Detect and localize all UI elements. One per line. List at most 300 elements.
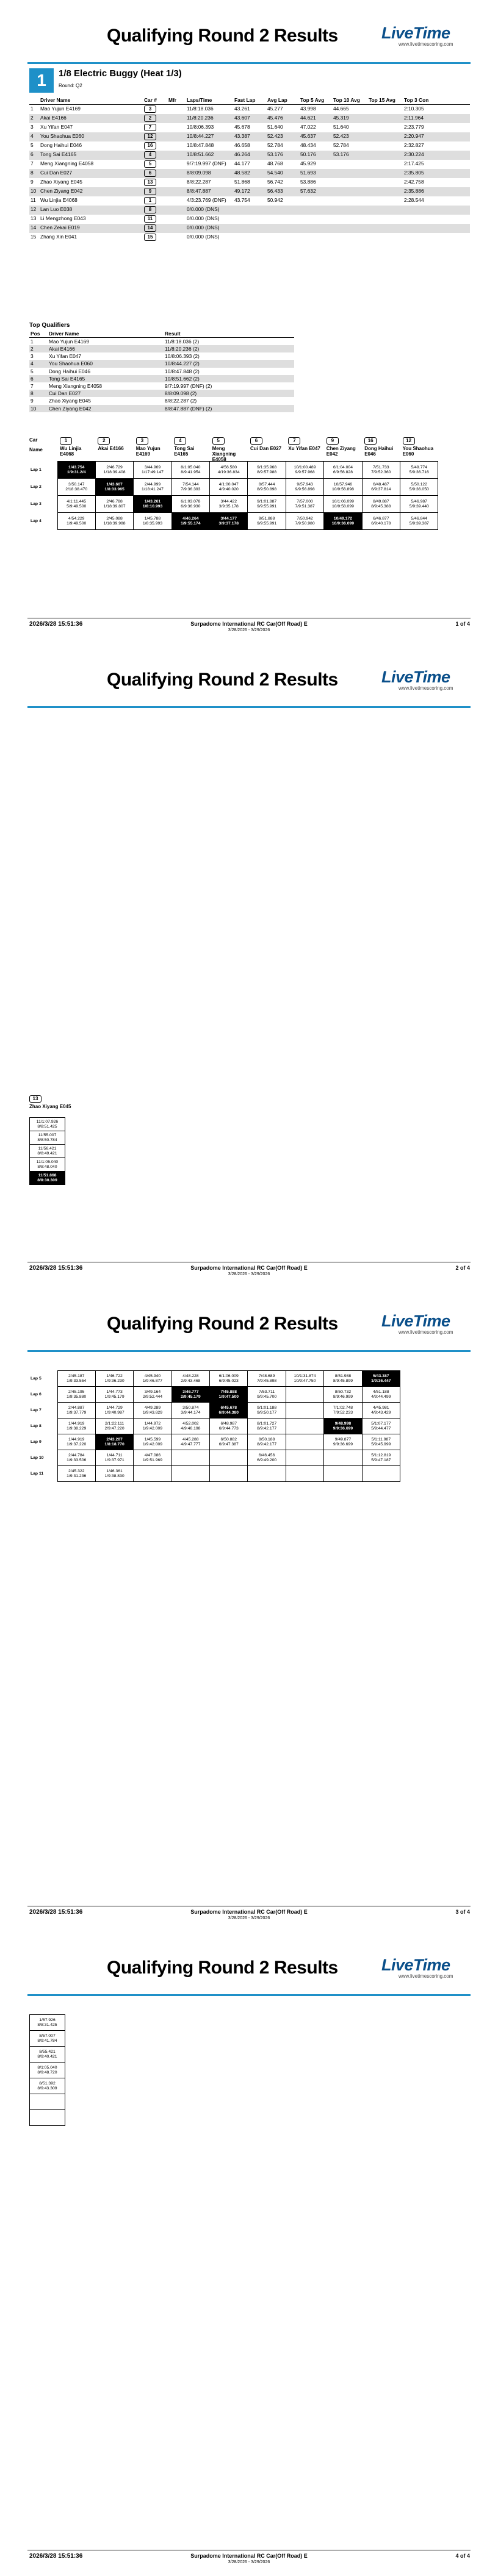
lap-row-label: Lap 7 — [31, 1408, 42, 1412]
lap-row — [29, 496, 438, 513]
lap-position-time: 10/1:00.489 — [294, 465, 316, 470]
lap-cell — [362, 1403, 400, 1419]
lap-position-time: 4/1:00.047 — [218, 482, 239, 487]
lap-position-time: 8/1:01.727 — [257, 1421, 277, 1426]
footer-venue: Surpadome International RC Car(Off Road) E — [190, 621, 308, 627]
car-number-badge: 12 — [144, 133, 156, 140]
lap-position-time: 2/45.088 — [106, 516, 123, 521]
lap-cumulative: 1/18:39.408 — [103, 470, 126, 474]
lap-row-label: Lap 4 — [31, 518, 42, 523]
lap-cell — [286, 496, 323, 513]
lap-cell — [324, 479, 362, 496]
lap-position-time: 2/1:22.111 — [105, 1421, 125, 1426]
lap-cell — [171, 1466, 209, 1482]
car-number-badge: 3 — [136, 437, 148, 445]
livetime-logo: LiveTime www.livetimescoring.com — [381, 1312, 453, 1335]
lap-cumulative: 5/9:49.500 — [67, 504, 87, 509]
lap-cell — [171, 1371, 209, 1387]
lap-cumulative: 5/9:47.187 — [371, 1458, 391, 1462]
lap-cell — [286, 1419, 323, 1434]
lap-position-time: 3/46.777 — [182, 1389, 199, 1394]
lap-driver-column — [403, 437, 438, 457]
lap-cumulative: 1/9:38.830 — [104, 1473, 125, 1478]
lap-cumulative: 1/9:40.987 — [104, 1410, 125, 1415]
lap-position-time: 1/44.773 — [106, 1389, 123, 1394]
lap-driver-name: Xu Yifan E047 — [288, 446, 320, 451]
lap-cell — [171, 1450, 209, 1466]
result-row: 7 Meng Xiangning E4058 5 9/7:19.997 (DNF) 44.177 48.768 45.929 2:17.425 — [31, 160, 424, 166]
lap-cumulative: 6/9:47.387 — [218, 1442, 239, 1447]
lap-position-time: 1/44.919 — [68, 1421, 85, 1426]
lap-cell — [210, 1466, 248, 1482]
lap-row — [30, 1118, 65, 1131]
lap-cell — [362, 1419, 400, 1434]
page-title: Qualifying Round 2 Results — [107, 1958, 338, 1978]
footer-page-number: 2 of 4 — [455, 1265, 470, 1271]
lap-position-time: 3/50.874 — [182, 1405, 199, 1410]
car-number-badge: 1 — [144, 197, 156, 204]
lap-position-time: 4/49.289 — [144, 1405, 161, 1410]
lap-cell — [286, 1387, 323, 1403]
best-lap-cell — [210, 1403, 248, 1419]
result-row: 14 Chen Zekai E019 14 0/0.000 (DNS) — [29, 224, 470, 233]
lap-driver-name: You Shaohua E060 — [402, 446, 434, 457]
lap-row — [29, 1403, 400, 1419]
lap-cell — [248, 513, 286, 530]
lap-cumulative: 1/17:49.147 — [142, 470, 164, 474]
lap-cumulative: 5/9:36.050 — [409, 487, 429, 492]
lap-cell — [286, 1403, 323, 1419]
lap-position-time: 5/43.387 — [373, 1373, 389, 1378]
page-3 — [0, 1288, 498, 1932]
lap-position-time: 8/57.444 — [258, 482, 275, 487]
lap-cell — [362, 1450, 400, 1466]
lap-row — [29, 1371, 400, 1387]
best-lap-cell: 11/51.868 8/8:30.309 — [30, 1172, 65, 1185]
lap-row-label: Lap 9 — [31, 1439, 42, 1444]
lap-position-time: 4/54.229 — [68, 516, 85, 521]
lap-cell — [171, 1434, 209, 1450]
best-lap-cell — [171, 1387, 209, 1403]
car-number-badge: 5 — [144, 160, 156, 168]
lap-driver-column — [60, 437, 95, 457]
lap-row — [29, 1419, 400, 1434]
lap-position-time: 7/57.000 — [297, 499, 313, 504]
lap-position-time: 1/45.599 — [144, 1437, 161, 1442]
page-title: Qualifying Round 2 Results — [107, 1314, 338, 1334]
car-number-badge: 5 — [212, 437, 225, 445]
lap-name-label: Name — [29, 447, 43, 453]
lap-cell — [400, 513, 438, 530]
lap-cumulative: 1/9:43.829 — [142, 1410, 163, 1415]
lap-driver-name: Zhao Xiyang E045 — [29, 1104, 71, 1109]
lap-cumulative: 7/9:36.393 — [181, 487, 201, 492]
lap-cell — [286, 462, 323, 479]
lap-row — [30, 2031, 65, 2047]
lap-row — [30, 2015, 65, 2031]
lap-chart-page-4 — [29, 2014, 65, 2126]
lap-position-time: 10/1:06.099 — [331, 499, 354, 504]
lap-driver-name: Akai E4166 — [98, 446, 124, 451]
car-number-badge: 16 — [364, 437, 377, 445]
lap-row-label: Lap 3 — [31, 501, 42, 506]
best-lap-cell — [324, 513, 362, 530]
lap-driver-column — [364, 437, 400, 457]
car-number-badge: 3 — [144, 106, 156, 113]
lap-position-time: 1/46.361 — [106, 1469, 123, 1473]
lap-cell — [324, 496, 362, 513]
lap-position-time: 8/1:05.040 — [181, 465, 201, 470]
lap-cumulative: 9/9:36.699 — [333, 1442, 353, 1447]
lap-cumulative: 1/9:36.447 — [371, 1378, 391, 1383]
lap-chart-page-3 — [29, 1370, 400, 1482]
lap-position-time: 2/46.729 — [106, 465, 123, 470]
lap-cell — [95, 1371, 133, 1387]
result-row: 3 Xu Yifan E047 7 10/8:06.393 45.678 51.640 47.022 51.640 2:23.779 — [31, 123, 424, 130]
lap-cumulative: 1/18:39.988 — [103, 521, 126, 526]
lap-cell — [57, 1450, 95, 1466]
lap-row — [30, 2110, 65, 2126]
footer-date-range: 3/28/2026 - 3/29/2026 — [228, 628, 270, 632]
lap-cell — [286, 479, 323, 496]
lap-row — [30, 1145, 65, 1158]
lap-cumulative: 6/9:56.828 — [333, 470, 353, 474]
lap-cumulative: 9/9:55.991 — [257, 521, 277, 526]
car-number-badge: 13 — [29, 1095, 42, 1103]
lap-position-time: 5/46.987 — [411, 499, 427, 504]
car-number-badge: 13 — [144, 179, 156, 186]
car-number-badge: 8 — [144, 206, 156, 213]
lap-position-time: 1/46.722 — [106, 1373, 123, 1378]
qualifier-row: 4 You Shaohua E060 10/8:44.227 (2) — [29, 360, 294, 367]
lap-row-label: Lap 6 — [31, 1392, 42, 1397]
lap-cell — [248, 1450, 286, 1466]
lap-cell — [30, 2110, 65, 2126]
result-row: 9 Zhao Xiyang E045 13 8/8:22.287 51.868 56.742 53.886 2:42.758 — [31, 178, 424, 185]
title-rule — [27, 1994, 471, 1996]
car-number-badge: 2 — [98, 437, 110, 445]
lap-cell — [210, 479, 248, 496]
lap-cell — [248, 1371, 286, 1387]
heat-number: 1 — [29, 68, 54, 93]
heat-round: Round: Q2 — [59, 83, 82, 88]
lap-position-time: 6/1:04.004 — [333, 465, 353, 470]
lap-cell — [134, 1466, 171, 1482]
lap-row — [29, 1450, 400, 1466]
lap-cell — [95, 462, 133, 479]
lap-cell: 8/51.392 8/9:43.309 — [30, 2078, 65, 2094]
lap-cell — [400, 462, 438, 479]
lap-cell — [248, 1434, 286, 1450]
lap-cell — [362, 496, 400, 513]
lap-position-time: 10/57.946 — [333, 482, 353, 487]
lap-cumulative: 1/9:37.220 — [67, 1442, 87, 1447]
lap-position-time: 1/44.919 — [68, 1437, 85, 1442]
footer-date-range: 3/28/2026 - 3/29/2026 — [228, 1272, 270, 1276]
lap-position-time: 6/46.456 — [258, 1453, 275, 1458]
lap-cell — [362, 1434, 400, 1450]
lap-cumulative: 7/9:52.360 — [371, 470, 391, 474]
lap-row-label: Lap 1 — [31, 467, 42, 472]
lap-cell — [210, 462, 248, 479]
lap-position-time: 6/50.882 — [220, 1437, 237, 1442]
lap-cumulative: 1/9:42.009 — [142, 1426, 163, 1431]
lap-row — [29, 479, 438, 496]
lap-position-time: 9/57.943 — [297, 482, 313, 487]
lap-cell — [324, 1387, 362, 1403]
lap-row-label: Lap 5 — [31, 1376, 42, 1381]
lap-row — [30, 1131, 65, 1145]
footer-date: 2026/3/28 15:51:36 — [29, 1909, 83, 1916]
lap-cumulative: 8/9:45.388 — [371, 504, 391, 509]
lap-cumulative: 9/9:55.991 — [257, 504, 277, 509]
lap-position-time: 4/45.981 — [373, 1405, 389, 1410]
lap-cumulative: 8/9:50.898 — [257, 487, 277, 492]
best-lap-cell — [210, 513, 248, 530]
lap-cumulative: 2/9:52.444 — [142, 1394, 163, 1399]
lap-position-time: 8/49.887 — [373, 499, 389, 504]
lap-position-time: 6/1:03.078 — [181, 499, 201, 504]
lap-cumulative: 1/9:38.229 — [67, 1426, 87, 1431]
qualifier-row: 2 Akai E4166 11/8:20.236 (2) — [29, 345, 294, 352]
lap-cumulative: 9/9:57.968 — [295, 470, 315, 474]
lap-position-time: 4/47.086 — [144, 1453, 161, 1458]
lap-cell — [95, 513, 133, 530]
lap-cumulative: 6/9:44.773 — [218, 1426, 239, 1431]
lap-cell — [57, 513, 95, 530]
lap-position-time: 10/1:31.874 — [294, 1373, 316, 1378]
lap-cumulative: 8/9:57.988 — [257, 470, 277, 474]
lap-cell: 11/1:07.926 8/8:51.425 — [30, 1118, 65, 1131]
lap-cumulative: 1/9:37.779 — [67, 1410, 87, 1415]
qualifier-row: 6 Tong Sai E4165 10/8:51.662 (2) — [29, 375, 294, 382]
best-lap-cell — [57, 462, 95, 479]
title-rule — [27, 1350, 471, 1352]
lap-cell — [248, 1387, 286, 1403]
lap-cell — [134, 1419, 171, 1434]
lap-position-time: 7/45.888 — [220, 1389, 237, 1394]
lap-driver-name: Meng Xiangning E4058 — [212, 446, 236, 462]
lap-position-time: 1/44.711 — [106, 1453, 123, 1458]
title-rule — [27, 706, 471, 708]
lap-cell — [324, 1450, 362, 1466]
lap-position-time: 7/54.144 — [182, 482, 199, 487]
lap-position-time: 2/45.195 — [68, 1389, 85, 1394]
lap-position-time: 8/50.732 — [334, 1389, 352, 1394]
footer-page-number: 3 of 4 — [455, 1909, 470, 1915]
footer-date: 2026/3/28 15:51:36 — [29, 2553, 83, 2560]
lap-cumulative: 2/9:43.468 — [181, 1378, 201, 1383]
qualifier-row: 5 Dong Haihui E046 10/8:47.848 (2) — [31, 368, 200, 374]
lap-position-time: 3/44.177 — [220, 516, 237, 521]
lap-position-time: 6/48.487 — [373, 482, 389, 487]
top-qualifiers-table: Pos Driver Name Result 1 Mao Yujun E4169 11/8:18.036 (2) 2 Akai E4166 11/8:20.236 (2) 3 Xu Yifan E047 10/8:06.393 (2) 4 You Shaohua E060 10/8:44.227 (2) 5 Dong Haihui E046 10/8:47.848 (2) 6 Tong Sai E4165 10/8:51.662 (2) 7 Meng Xiangning E4058 9/7:19.997 (DNF) (2) 8 Cui Dan E027 8/8:09.098 (2) 9 Zhao Xiyang E045 8/8:22.287 (2) 10 Chen Ziyang E042 8/8:47.887 (DNF) (2) — [29, 330, 294, 412]
lap-cumulative: 1/8:18.770 — [104, 1442, 125, 1447]
lap-position-time: 5/46.844 — [411, 516, 427, 521]
lap-cumulative: 6/9:40.178 — [371, 521, 391, 526]
lap-row — [29, 1466, 400, 1482]
lap-row — [30, 2063, 65, 2078]
lap-position-time: 4/46.264 — [182, 516, 199, 521]
lap-cumulative: 4/9:46.198 — [181, 1426, 201, 1431]
car-number-badge: 9 — [144, 188, 156, 195]
lap-position-time: 6/48.987 — [220, 1421, 237, 1426]
lap-row — [30, 1172, 65, 1185]
lap-position-time: 4/52.002 — [182, 1421, 199, 1426]
lap-cell: 8/1:05.040 8/9:48.720 — [30, 2063, 65, 2078]
livetime-logo: LiveTime www.livetimescoring.com — [381, 668, 453, 691]
lap-row — [29, 1434, 400, 1450]
lap-cumulative: 6/9:44.380 — [218, 1410, 239, 1415]
lap-position-time: 2/46.788 — [106, 499, 123, 504]
lap-cumulative: 3/9:37.178 — [218, 521, 239, 526]
lap-position-time: 2/45.322 — [68, 1469, 85, 1473]
lap-cell — [362, 1387, 400, 1403]
lap-cell — [95, 1419, 133, 1434]
lap-cumulative: 1/9:35.880 — [67, 1394, 87, 1399]
car-number-badge: 4 — [174, 437, 186, 445]
lap-position-time: 2/45.187 — [68, 1373, 85, 1378]
lap-position-time: 1/45.788 — [144, 516, 161, 521]
lap-cell — [248, 462, 286, 479]
best-lap-cell — [362, 1371, 400, 1387]
lap-cell — [171, 462, 209, 479]
lap-cell — [362, 1466, 400, 1482]
lap-cell — [324, 1403, 362, 1419]
lap-cell — [134, 1371, 171, 1387]
lap-position-time: 4/1:11.445 — [67, 499, 86, 504]
car-number-badge: 6 — [144, 170, 156, 177]
lap-position-time: 9/51.888 — [258, 516, 275, 521]
page-title: Qualifying Round 2 Results — [107, 670, 338, 690]
lap-cell — [248, 479, 286, 496]
lap-position-time: 8/50.188 — [258, 1437, 275, 1442]
lap-position-time: 4/51.188 — [373, 1389, 389, 1394]
lap-cumulative: 3/9:35.178 — [218, 504, 239, 509]
lap-cell — [95, 1466, 133, 1482]
page-1 — [0, 0, 498, 644]
heat-name: 1/8 Electric Buggy (Heat 1/3) — [59, 68, 182, 79]
lap-cumulative: 5/9:44.477 — [371, 1426, 391, 1431]
lap-cumulative: 2/9:45.179 — [181, 1394, 201, 1399]
lap-cell: 8/57.007 8/9:41.784 — [30, 2031, 65, 2047]
lap-driver-name: Wu Linjia E4068 — [60, 446, 82, 457]
lap-cell — [95, 1387, 133, 1403]
lap-cumulative: 6/9:49.200 — [257, 1458, 277, 1462]
result-row: 11 Wu Linjia E4068 1 4/3:23.769 (DNF) 43.754 50.942 2:28.544 — [31, 196, 424, 203]
car-number-badge: 15 — [144, 234, 156, 241]
lap-cell — [30, 2094, 65, 2110]
lap-cell — [95, 1450, 133, 1466]
lap-position-time: 1/43.607 — [106, 482, 123, 487]
lap-position-time: 1/43.754 — [68, 465, 85, 470]
lap-cumulative: 1/9:31.236 — [67, 1473, 87, 1478]
lap-cumulative: 4/9:40.020 — [218, 487, 239, 492]
lap-driver-name: Chen Ziyang E042 — [326, 446, 356, 457]
lap-cumulative: 1/9:33.506 — [67, 1458, 87, 1462]
lap-row-label: Lap 8 — [31, 1423, 42, 1428]
lap-cumulative: 6/9:36.930 — [181, 504, 201, 509]
best-lap-cell — [171, 513, 209, 530]
lap-driver-column — [212, 437, 248, 462]
lap-driver-name: Tong Sai E4165 — [174, 446, 195, 457]
footer-date-range: 3/28/2026 - 3/29/2026 — [228, 2560, 270, 2564]
lap-cumulative: 4/9:43.429 — [371, 1410, 391, 1415]
lap-cell — [286, 513, 323, 530]
lap-driver-column — [174, 437, 209, 457]
lap-cell — [134, 513, 171, 530]
lap-cumulative: 1/8:10.993 — [142, 504, 163, 509]
car-number-badge: 1 — [60, 437, 72, 445]
result-row: 13 Li Mengzhong E043 11 0/0.000 (DNS) — [31, 215, 220, 221]
lap-position-time: 4/56.580 — [220, 465, 237, 470]
lap-driver-column — [136, 437, 171, 457]
lap-cumulative: 5/9:39.387 — [409, 521, 429, 526]
lap-position-time: 2/43.207 — [106, 1437, 123, 1442]
lap-cell — [324, 1466, 362, 1482]
lap-chart-page-1 — [29, 461, 438, 530]
result-row: 4 You Shaohua E060 12 10/8:44.227 43.387 52.423 45.637 52.423 2:20.947 — [29, 132, 470, 141]
lap-cumulative: 8/9:42.177 — [257, 1442, 277, 1447]
lap-row — [29, 513, 438, 530]
lap-cumulative: 5/9:45.999 — [371, 1442, 391, 1447]
results-table: Driver Name Car # Mfr Laps/Time Fast Lap Avg Lap Top 5 Avg Top 10 Avg Top 15 Avg Top 3 Con 1 Mao Yujun E4169 3 11/8:18.036 43.261 45.277 43.998 44.665 2:10.305 2 Akai E4166 2 11/8:20.236 43.607 45.476 44.621 45.319 2:11.964 3 Xu Yifan E047 7 10/8:06.393 45.678 51.640 47.022 51.640 2:23.779 4 You Shaohua E060 12 10/8:44.227 43.387 52.423 45.637 52.423 2:20.947 5 Dong Haihui E046 16 10/8:47.848 46.658 52.784 48.434 52.784 2:32.827 6 Tong Sai E4165 4 10/8:51.662 46.264 53.176 50.176 53.176 2:30.224 7 Meng Xiangning E4058 5 9/7:19.997 (DNF) 44.177 48.768 45.929 2:17.425 8 Cui Dan E027 6 8/8:09.098 48.582 54.540 51.693 2:35.805 9 Zhao Xiyang E045 13 8/8:22.287 51.868 56.742 53.886 2:42.758 10 Chen Ziyang E042 9 8/8:47.887 49.172 56.433 57.632 2:35.886 11 Wu Linjia E4068 1 4/3:23.769 (DNF) 43.754 50.942 2:28.544 12 Lan Luo E038 8 0/0.000 (DNS) 13 Li Mengzhong E043 11 0/0.000 (DNS) 14 Chen Zekai E019 14 0/0.000 (DNS) 15 Zhang Xin E041 15 0/0.000 (DNS) — [29, 96, 470, 242]
result-row: 6 Tong Sai E4165 4 10/8:51.662 46.264 53.176 50.176 53.176 2:30.224 — [29, 151, 470, 160]
lap-cumulative: 7/9:50.980 — [295, 521, 315, 526]
lap-driver-name: Mao Yujun E4169 — [135, 446, 161, 457]
lap-driver-column — [288, 437, 323, 451]
qualifier-row: 1 Mao Yujun E4169 11/8:18.036 (2) — [31, 338, 200, 345]
lap-position-time: 7/1:02.748 — [333, 1405, 353, 1410]
best-lap-cell — [95, 1434, 133, 1450]
lap-cumulative: 9/9:45.700 — [257, 1394, 277, 1399]
lap-cumulative: 3/9:44.174 — [181, 1410, 201, 1415]
footer-date: 2026/3/28 15:51:36 — [29, 621, 83, 628]
lap-cumulative: 1/9:31.2/4 — [67, 470, 86, 474]
lap-cumulative: 1/9:51.969 — [142, 1458, 163, 1462]
lap-position-time: 9/1:01.887 — [257, 499, 277, 504]
lap-cell — [134, 1434, 171, 1450]
lap-position-time: 5/50.122 — [411, 482, 427, 487]
lap-cell — [171, 479, 209, 496]
lap-cell — [286, 1466, 323, 1482]
lap-position-time: 3/44.422 — [220, 499, 237, 504]
lap-cumulative: 10/9:58.099 — [331, 504, 354, 509]
lap-cell — [324, 1434, 362, 1450]
lap-cell — [324, 462, 362, 479]
lap-cell — [400, 496, 438, 513]
best-lap-cell — [210, 1387, 248, 1403]
qualifier-row: 3 Xu Yifan E047 10/8:06.393 (2) — [31, 353, 200, 360]
lap-row-label: Lap 10 — [31, 1455, 44, 1460]
lap-cumulative: 7/9:52.233 — [333, 1410, 353, 1415]
page-4 — [0, 1932, 498, 2576]
lap-position-time: 3/44.969 — [144, 465, 161, 470]
footer-venue: Surpadome International RC Car(Off Road) E — [190, 2553, 308, 2559]
lap-position-time: 2/44.887 — [68, 1405, 85, 1410]
lap-cell: 11/1:05.040 8/8:48.040 — [30, 1158, 65, 1172]
lap-cell: 11/55.007 8/8:50.784 — [30, 1131, 65, 1145]
footer-page-number: 1 of 4 — [455, 621, 470, 627]
lap-row — [29, 462, 438, 479]
lap-cell — [57, 1371, 95, 1387]
lap-cell — [286, 1434, 323, 1450]
title-rule — [27, 62, 471, 64]
lap-position-time: 5/49.774 — [411, 465, 427, 470]
lap-row — [30, 2078, 65, 2094]
footer-date: 2026/3/28 15:51:36 — [29, 1265, 83, 1272]
lap-cumulative: 4/9:44.499 — [371, 1394, 391, 1399]
